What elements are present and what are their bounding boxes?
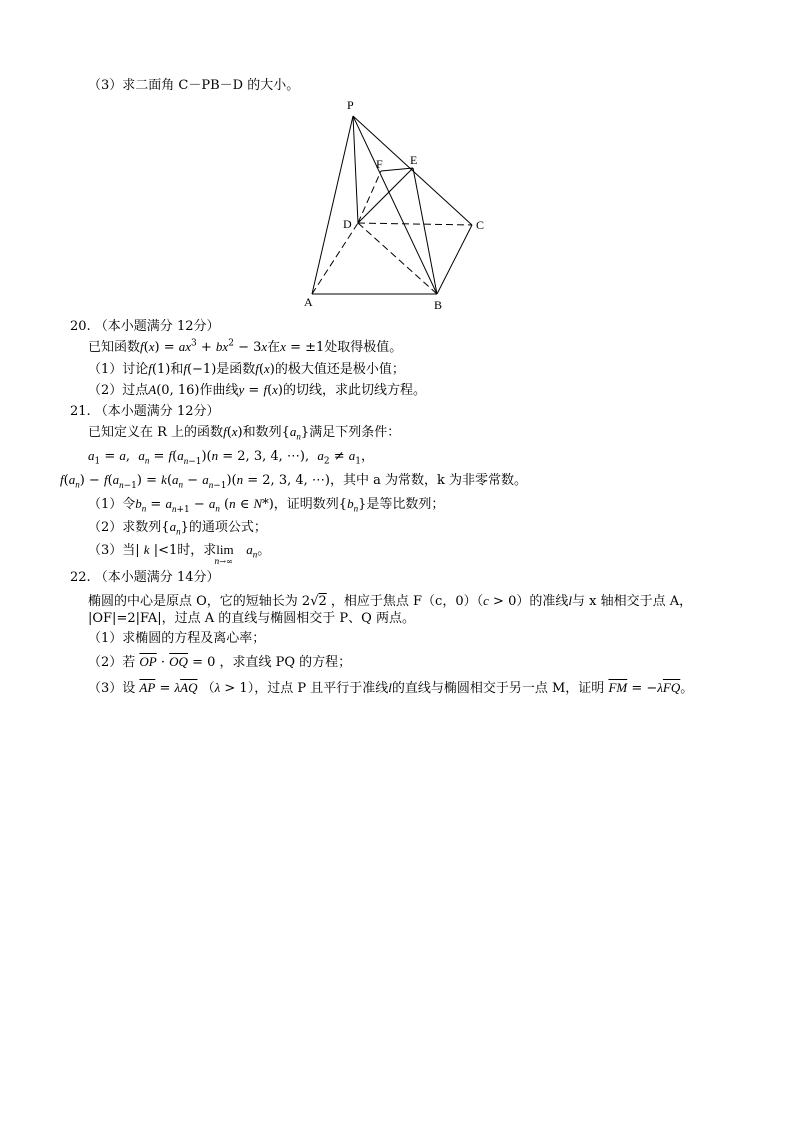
edge-AD [312, 223, 358, 294]
edge-PD [353, 116, 358, 223]
label-A: A [304, 295, 313, 309]
label-B: B [434, 298, 443, 312]
edge-FE [381, 168, 413, 171]
q21-part2: （2）求数列$\{a_n\}$的通项公式； [88, 519, 267, 537]
edge-DC [358, 223, 472, 225]
q19-part3: （3）求二面角 C－PB－D 的大小。 [88, 78, 300, 93]
q20-header: 20. （本小题满分 12分） [70, 319, 220, 334]
q21-header: 21. （本小题满分 12分） [70, 404, 220, 419]
label-E: E [410, 153, 418, 167]
q22-stem-line2: |OF|=2|FA|，过点 A 的直线与椭圆相交于 P、Q 两点。 [88, 611, 415, 626]
pyramid-figure [300, 96, 490, 314]
edge-PA [312, 116, 353, 294]
q22-part2: （2）若 $\overline{OP} \cdot \overline{OQ} = 0$ ，求直线 PQ 的方程； [88, 654, 352, 670]
q22-header: 22. （本小题满分 14分） [70, 570, 220, 585]
q21-stem: 已知定义在 R 上的函数f(x)和数列$\{a_n\}$满足下列条件： [88, 424, 401, 442]
q20-part2: （2）过点A(0, 16)作曲线y = f(x)的切线，求此切线方程。 [88, 382, 427, 398]
q22-stem-line1: 椭圆的中心是原点 O，它的短轴长为 2√2 ，相应于焦点 F（c，0）（c > 0）的准线l与 x 轴相交于点 A， [88, 593, 693, 609]
edge-DF [358, 171, 381, 223]
q21-part3: （3）当| k |<1时，求lim n→∞ $a_n$。 [88, 542, 271, 566]
label-D: D [343, 217, 352, 231]
edge-BC [437, 225, 472, 294]
label-C: C [476, 218, 485, 232]
edge-DE [358, 168, 413, 223]
q21-part1: （1）令$b_n = a_{n+1} - a_n$ (n ∈ N*)，证明数列$\{b_n\}$是等比数列； [88, 496, 445, 515]
edge-PC [353, 116, 472, 225]
label-F: F [376, 157, 383, 171]
q21-cond1: $a_1 = a$, $a_n = f(a_{n-1})(n = 2$, 3, 4, ⋯), $a_2 \ne a_1$， [88, 448, 375, 467]
edge-PB [353, 116, 437, 294]
q22-part1: （1）求椭圆的方程及离心率； [88, 631, 266, 646]
q20-part1: （1）讨论f(1)和f(−1)是函数f(x)的极大值还是极小值； [88, 361, 405, 377]
q21-cond2: $f(a_n) - f(a_{n-1}) = k(a_n - a_{n-1})(n = 2$, 3, 4, ⋯)，其中 a 为常数，k 为非零常数。 [60, 472, 527, 491]
q22-part3: （3）设 $\overline{AP} = \lambda\overline{AQ}$ （λ > 1），过点 P 且平行于准线l的直线与椭圆相交于另一点 M，证明 $\overline{FM} = -\lambda\overline{FQ}$。 [88, 680, 694, 696]
q20-stem: 已知函数$f(x) = ax^3 + bx^2 - 3x$在x = ±1处取得极值。 [88, 338, 403, 355]
label-P: P [347, 98, 354, 112]
